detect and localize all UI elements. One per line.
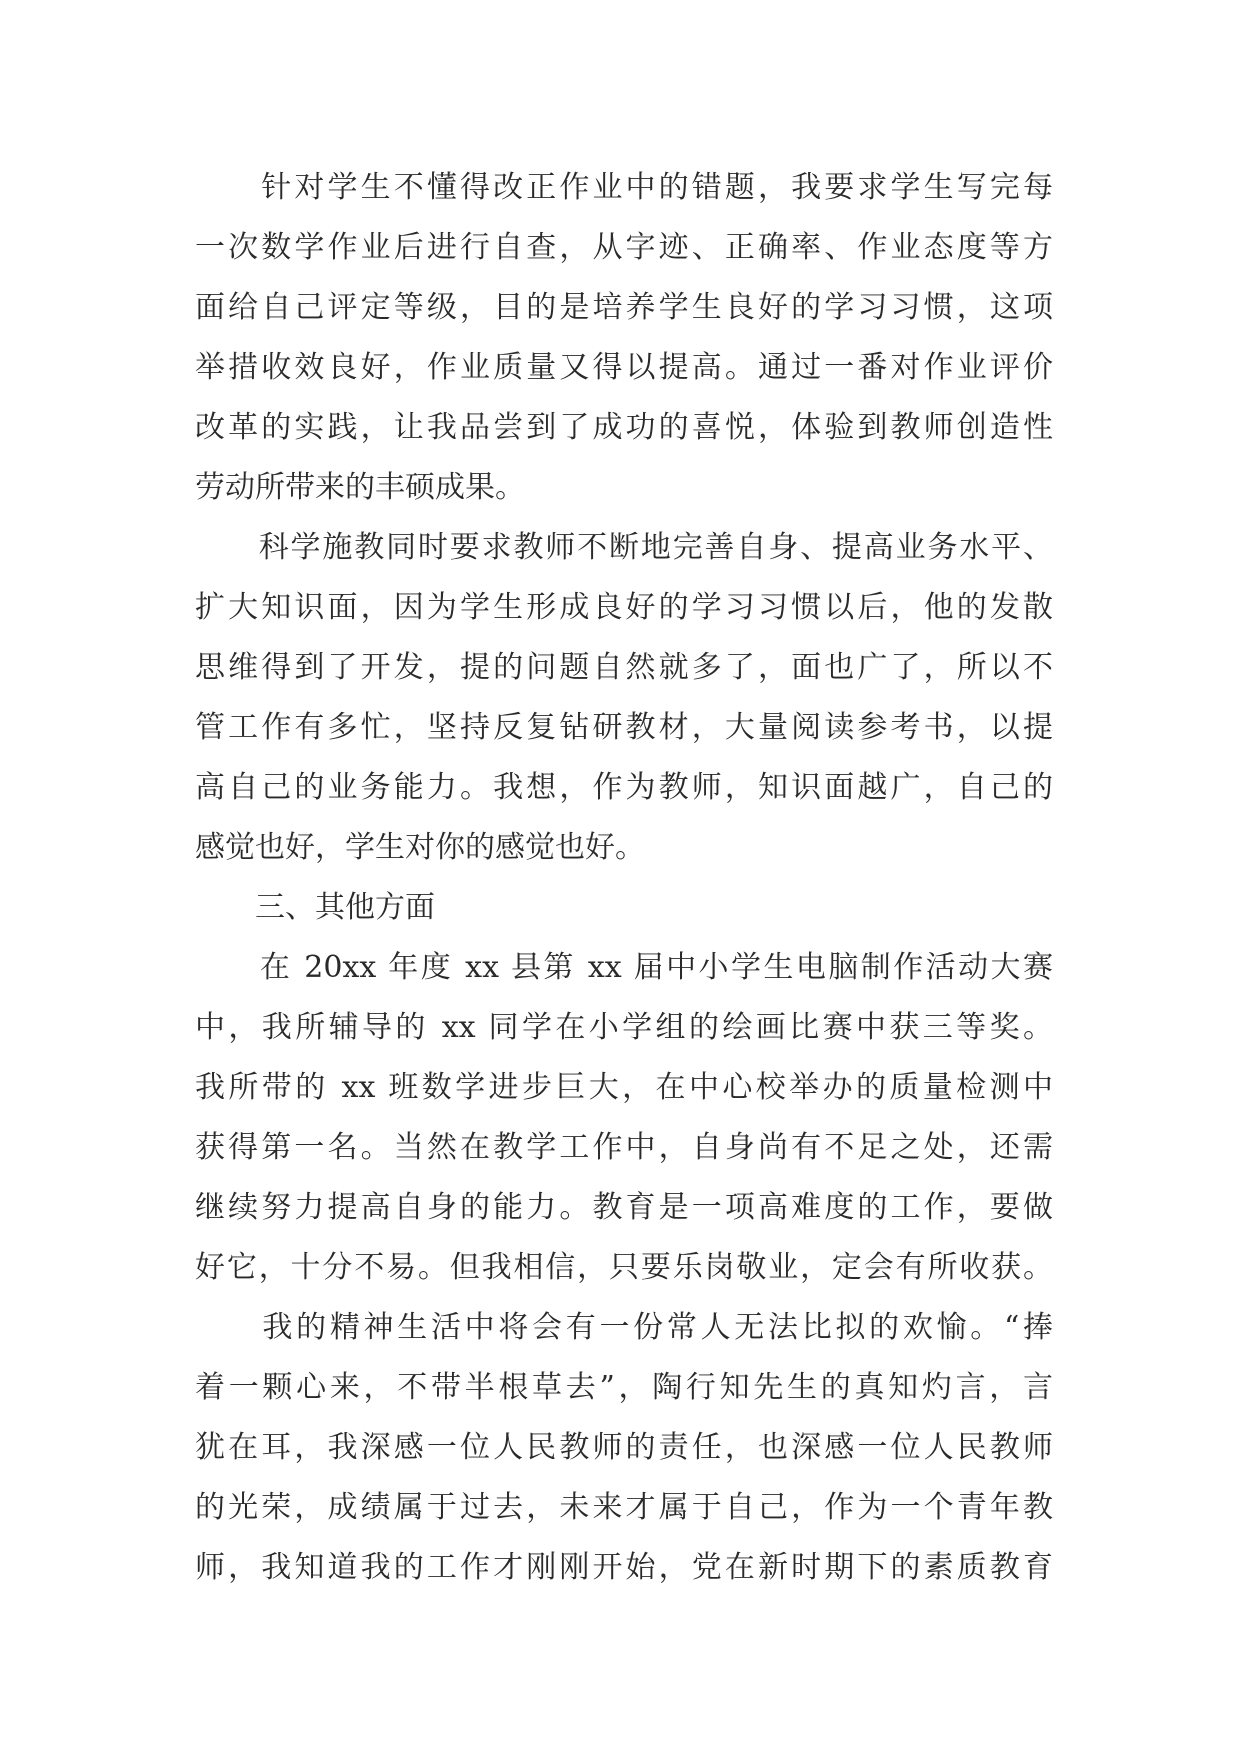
text-line: 中，我所辅导的 xx 同学在小学组的绘画比赛中获三等奖。 xyxy=(195,1010,1053,1045)
text-line: 扩大知识面，因为学生形成良好的学习习惯以后，他的发散 xyxy=(195,590,1053,625)
text-line: 师，我知道我的工作才刚刚开始，党在新时期下的素质教育 xyxy=(195,1550,1053,1585)
text-line: 针对学生不懂得改正作业中的错题，我要求学生写完每 xyxy=(195,170,1053,205)
text-line: 好它，十分不易。但我相信，只要乐岗敬业，定会有所收获。 xyxy=(195,1250,1053,1285)
text-line: 着一颗心来，不带半根草去”，陶行知先生的真知灼言，言 xyxy=(195,1370,1053,1405)
text-line: 感觉也好，学生对你的感觉也好。 xyxy=(195,830,645,865)
text-line: 在 20xx 年度 xx 县第 xx 届中小学生电脑制作活动大赛 xyxy=(195,950,1053,985)
text-line: 继续努力提高自身的能力。教育是一项高难度的工作，要做 xyxy=(195,1190,1053,1225)
text-line: 思维得到了开发，提的问题自然就多了，面也广了，所以不 xyxy=(195,650,1053,685)
text-line: 获得第一名。当然在教学工作中，自身尚有不足之处，还需 xyxy=(195,1130,1053,1165)
text-line: 我所带的 xx 班数学进步巨大，在中心校举办的质量检测中 xyxy=(195,1070,1053,1105)
text-line: 劳动所带来的丰硕成果。 xyxy=(195,470,525,505)
text-line: 的光荣，成绩属于过去，未来才属于自己，作为一个青年教 xyxy=(195,1490,1053,1525)
section-heading: 三、其他方面 xyxy=(195,890,435,925)
text-line: 我的精神生活中将会有一份常人无法比拟的欢愉。“捧 xyxy=(195,1310,1053,1345)
text-line: 管工作有多忙，坚持反复钻研教材，大量阅读参考书，以提 xyxy=(195,710,1053,745)
body-text xyxy=(195,158,1053,1598)
text-line: 科学施教同时要求教师不断地完善自身、提高业务水平、 xyxy=(195,530,1053,565)
text-line: 面给自己评定等级，目的是培养学生良好的学习习惯，这项 xyxy=(195,290,1053,325)
text-line: 高自己的业务能力。我想，作为教师，知识面越广，自己的 xyxy=(195,770,1053,805)
text-line: 改革的实践，让我品尝到了成功的喜悦，体验到教师创造性 xyxy=(195,410,1053,445)
text-line: 举措收效良好，作业质量又得以提高。通过一番对作业评价 xyxy=(195,350,1053,385)
text-line: 一次数学作业后进行自查，从字迹、正确率、作业态度等方 xyxy=(195,230,1053,265)
text-line: 犹在耳，我深感一位人民教师的责任，也深感一位人民教师 xyxy=(195,1430,1053,1465)
